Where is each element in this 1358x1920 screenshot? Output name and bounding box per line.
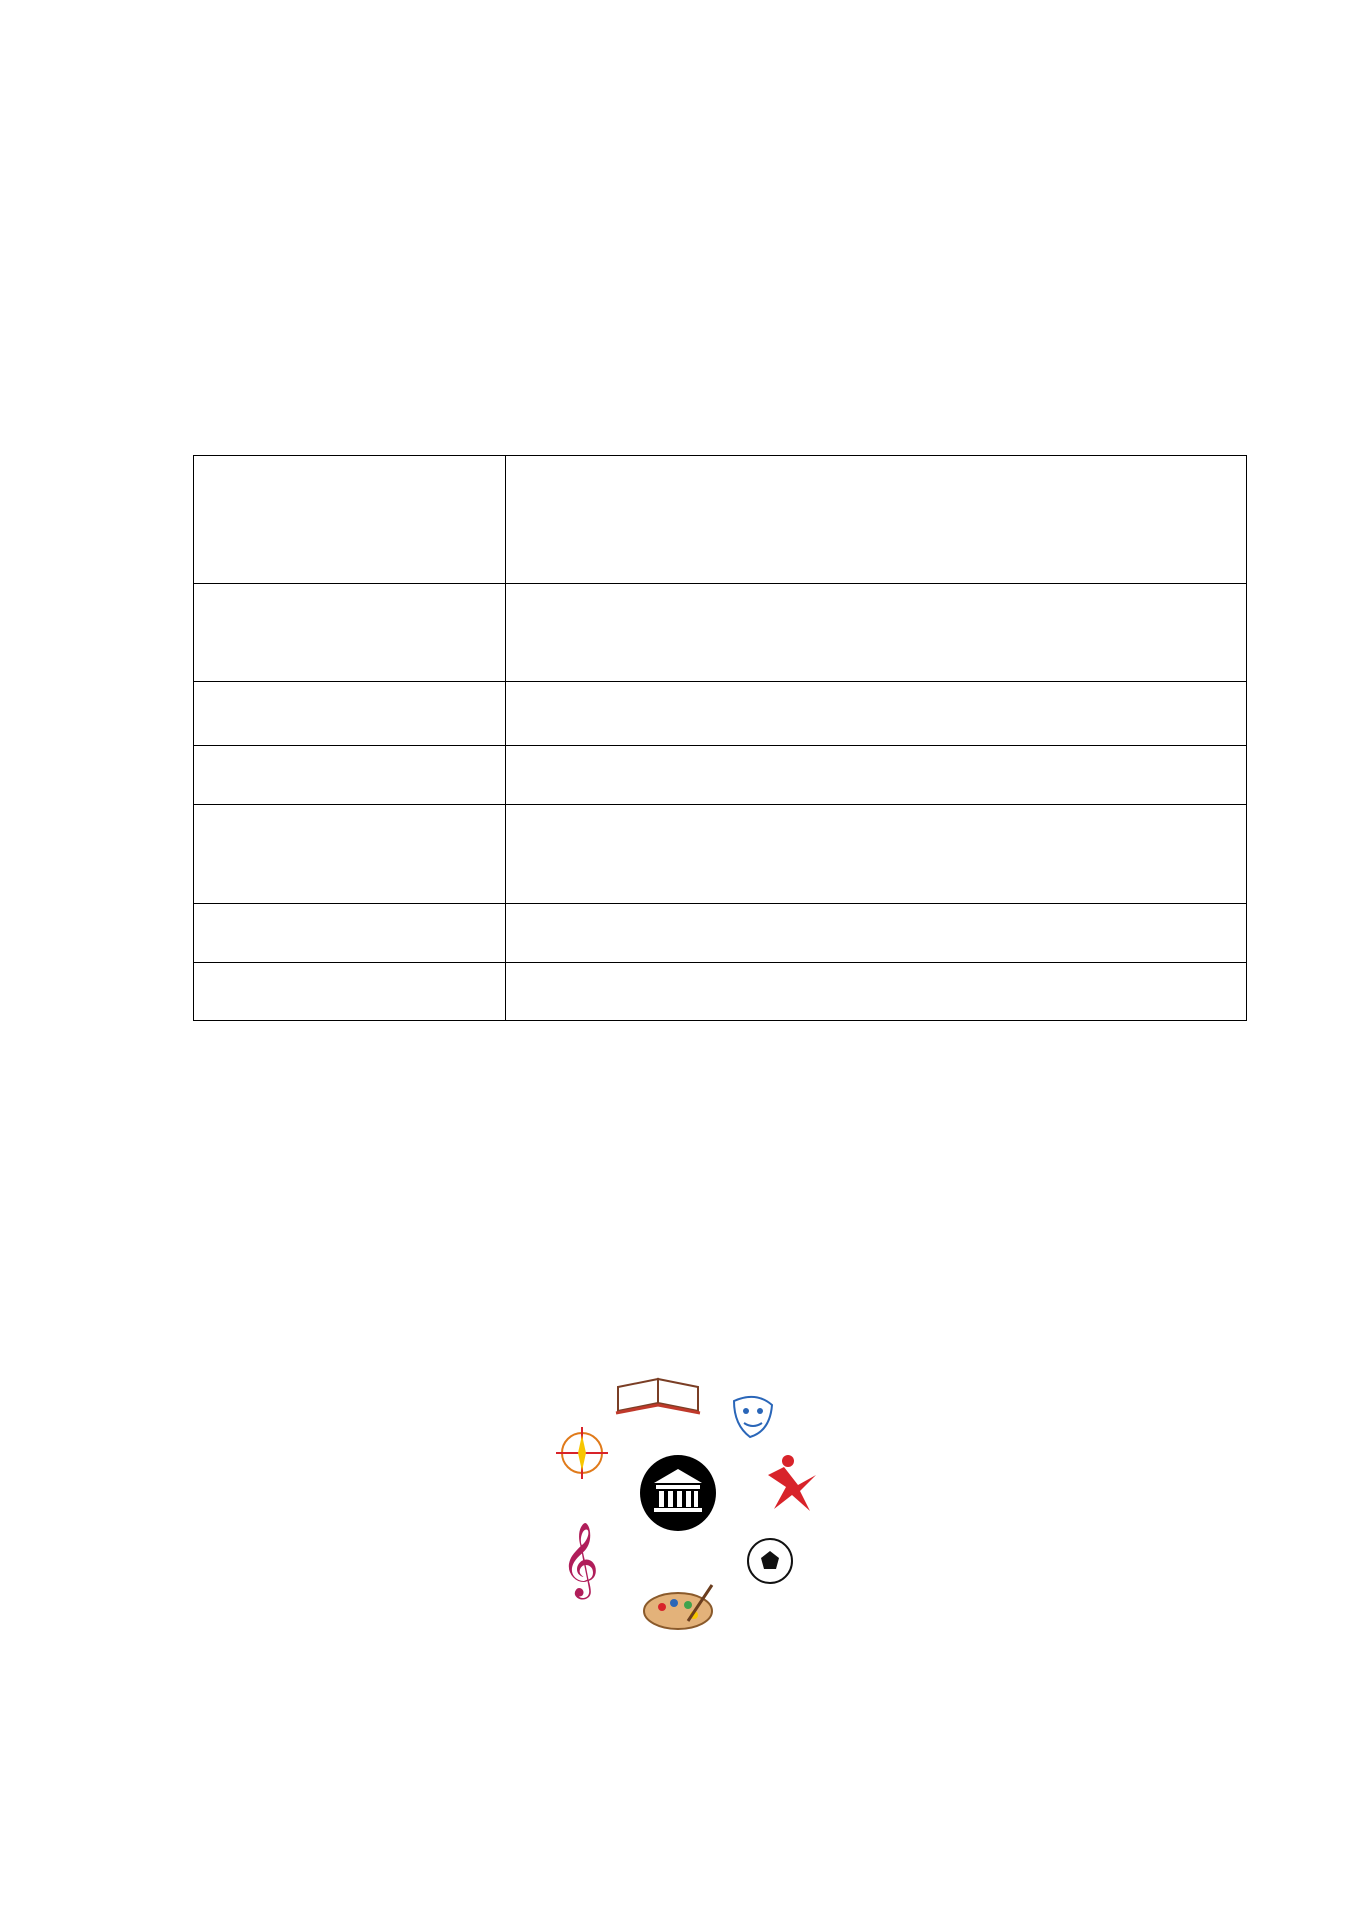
- schedule-table: [193, 455, 1247, 1021]
- event-name: [506, 584, 1247, 682]
- compass-icon: [556, 1427, 608, 1479]
- football-icon: [748, 1539, 792, 1583]
- event-name: [506, 904, 1247, 963]
- table-row: [194, 963, 1247, 1021]
- event-date: [194, 746, 506, 805]
- theatre-mask-icon: [734, 1397, 772, 1437]
- svg-text:𝄞: 𝄞: [561, 1523, 599, 1597]
- event-name: [506, 682, 1247, 746]
- pencil-border-top: [0, 0, 1358, 240]
- palette-icon: [644, 1585, 712, 1629]
- event-name: [506, 805, 1247, 904]
- treble-clef-icon: [561, 1523, 599, 1600]
- event-date: [194, 904, 506, 963]
- table-row: [194, 904, 1247, 963]
- table-row: [194, 746, 1247, 805]
- header-event-name: [506, 456, 1247, 584]
- event-date: [194, 682, 506, 746]
- dancer-icon: [768, 1455, 816, 1511]
- table-row: [194, 805, 1247, 904]
- header-date: [194, 456, 506, 584]
- pencil-border-left: [0, 0, 180, 1300]
- table-row: [194, 584, 1247, 682]
- book-icon: [616, 1379, 700, 1413]
- event-date: [194, 805, 506, 904]
- event-date: [194, 584, 506, 682]
- event-name: [506, 963, 1247, 1021]
- event-name: [506, 746, 1247, 805]
- event-date: [194, 963, 506, 1021]
- table-row: [194, 682, 1247, 746]
- culture-for-schoolchildren-logo: [498, 1315, 858, 1685]
- table-header-row: [194, 456, 1247, 584]
